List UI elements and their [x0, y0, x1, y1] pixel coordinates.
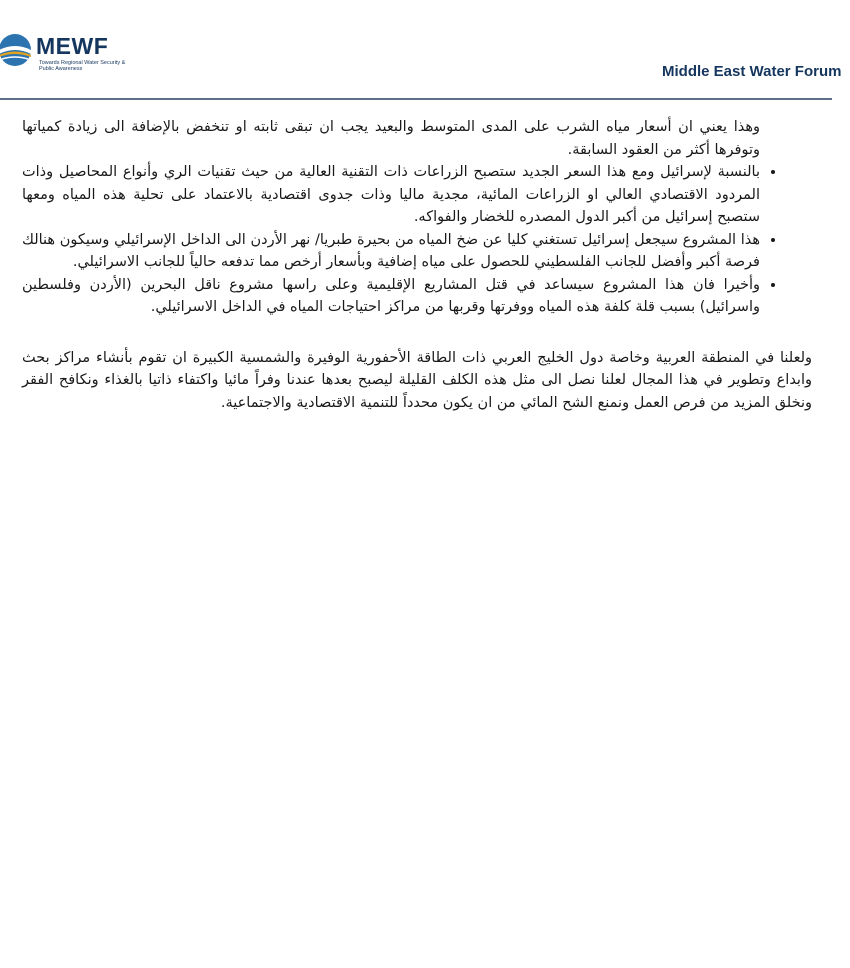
organization-name: Middle East Water Forum — [662, 63, 842, 80]
bullet-item: • بالنسبة لإسرائيل ومع هذا السعر الجديد ستصبح الزراعات ذات التقنية العالية من حيث تقنيات الري وأنواع المحاصيل وذات المردود الاقتصادي العالي او الزراعات المائية، مجدية ماليا وذات جدوى اقتصادية بالاعتماد على تحلية هذه المياه ومعها ستصبح إسرائيل من أكبر الدول المصدره للخضار والفواكه. — [22, 161, 760, 229]
bullet-item: • وأخيرا فان هذا المشروع سيساعد في قتل المشاريع الإقليمية وعلى راسها مشروع ناقل البحرين (الأردن وفلسطين واسرائيل) بسبب قلة كلفة هذه المياه ووفرتها وقربها من مراكز احتياجات المياه في الداخل الاسرائيلي. — [22, 274, 760, 319]
document-body — [22, 116, 830, 414]
closing-paragraph: ولعلنا في المنطقة العربية وخاصة دول الخليج العربي ذات الطاقة الأحفورية الوفيرة والشمسية الكبيرة ان تقوم بأنشاء مراكز بحث وابداع وتطوير في هذا المجال لعلنا نصل الى مثل هذه الكلف القليلة ليصبح بعدها عندنا وفراً مائيا واكتفاء ذاتيا بالغذاء ونكافح الفقر ونخلق المزيد من فرص العمل ونمنع الشح المائي من ان يكون محدداً للتنمية الاقتصادية والاجتماعية. — [22, 349, 812, 411]
header-divider — [0, 98, 832, 100]
bullet-list — [22, 161, 830, 319]
water-globe-icon — [0, 33, 34, 67]
mewf-logo — [0, 30, 140, 76]
bullet-item: • هذا المشروع سيجعل إسرائيل تستغني كليا عن ضخ المياه من بحيرة طبريا/ نهر الأردن الى الداخل الإسرائيلي وسيكون هنالك فرصة أكبر وأفضل للجانب الفلسطيني للحصول على مياه إضافية وبأسعار أرخص مما تدفعه حالياً للجانب الاسرائيلي. — [22, 229, 760, 274]
logo-title: MEWF — [36, 33, 109, 59]
intro-paragraph: وهذا يعني ان أسعار مياه الشرب على المدى المتوسط والبعيد يجب ان تبقى ثابته او تنخفض بالإضافة الى زيادة كمياتها وتوفرها أكثر من العقود السابقة. — [22, 119, 760, 158]
logo-tagline: Towards Regional Water Security & Public Awareness — [39, 60, 126, 72]
